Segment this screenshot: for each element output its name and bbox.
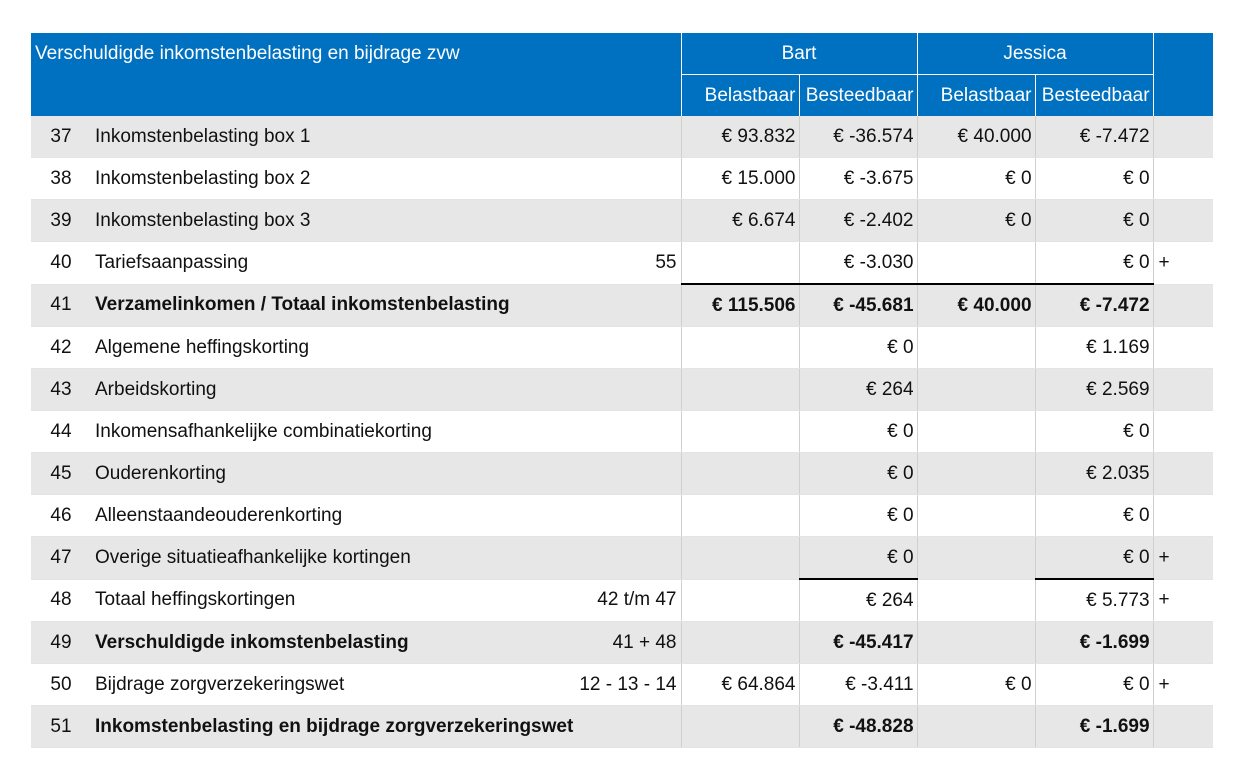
person-header-jessica[interactable]: Jessica xyxy=(917,33,1153,75)
bart-belastbaar-cell[interactable] xyxy=(681,327,799,369)
row-number: 44 xyxy=(31,411,91,453)
column-header-besteedbaar-jessica[interactable]: Besteedbaar xyxy=(1035,75,1153,117)
bart-besteedbaar-cell[interactable]: € -48.828 xyxy=(799,706,917,748)
table-header xyxy=(31,33,1213,116)
row-number: 46 xyxy=(31,495,91,537)
row-label: Bijdrage zorgverzekeringswet xyxy=(91,664,571,706)
bart-besteedbaar-cell[interactable]: € -36.574 xyxy=(799,116,917,158)
bart-belastbaar-cell[interactable] xyxy=(681,242,799,285)
jessica-belastbaar-cell[interactable]: € 0 xyxy=(917,158,1035,200)
bart-besteedbaar-cell[interactable]: € -3.030 xyxy=(799,242,917,285)
column-header-besteedbaar-bart[interactable]: Besteedbaar xyxy=(799,75,917,117)
jessica-belastbaar-cell[interactable]: € 40.000 xyxy=(917,116,1035,158)
bart-besteedbaar-cell[interactable]: € 0 xyxy=(799,453,917,495)
table-row xyxy=(31,242,1213,285)
row-operator xyxy=(1153,284,1213,327)
jessica-belastbaar-cell[interactable]: € 0 xyxy=(917,200,1035,242)
bart-besteedbaar-cell[interactable]: € 264 xyxy=(799,369,917,411)
row-reference xyxy=(571,495,681,537)
row-reference: 42 t/m 47 xyxy=(571,579,681,622)
column-header-belastbaar-bart[interactable]: Belastbaar xyxy=(681,75,799,117)
row-number: 47 xyxy=(31,537,91,580)
row-operator: + xyxy=(1153,664,1213,706)
column-header-belastbaar-jessica[interactable]: Belastbaar xyxy=(917,75,1035,117)
table-row xyxy=(31,369,1213,411)
jessica-besteedbaar-cell[interactable]: € 0 xyxy=(1035,242,1153,285)
row-label: Inkomstenbelasting box 2 xyxy=(91,158,571,200)
jessica-besteedbaar-cell[interactable]: € 0 xyxy=(1035,537,1153,580)
row-label: Inkomstenbelasting box 1 xyxy=(91,116,571,158)
jessica-belastbaar-cell[interactable] xyxy=(917,622,1035,664)
bart-besteedbaar-cell[interactable]: € 0 xyxy=(799,327,917,369)
jessica-besteedbaar-cell[interactable]: € 1.169 xyxy=(1035,327,1153,369)
row-reference: 12 - 13 - 14 xyxy=(571,664,681,706)
row-number: 37 xyxy=(31,116,91,158)
bart-belastbaar-cell[interactable]: € 6.674 xyxy=(681,200,799,242)
row-operator xyxy=(1153,495,1213,537)
jessica-besteedbaar-cell[interactable]: € 0 xyxy=(1035,411,1153,453)
row-label: Verschuldigde inkomstenbelasting xyxy=(91,622,571,664)
row-number: 39 xyxy=(31,200,91,242)
row-operator xyxy=(1153,327,1213,369)
row-reference xyxy=(571,369,681,411)
jessica-besteedbaar-cell[interactable]: € 2.035 xyxy=(1035,453,1153,495)
row-reference xyxy=(571,158,681,200)
row-reference xyxy=(571,200,681,242)
row-label: Ouderenkorting xyxy=(91,453,571,495)
row-number: 38 xyxy=(31,158,91,200)
jessica-besteedbaar-cell[interactable]: € 0 xyxy=(1035,495,1153,537)
row-number: 40 xyxy=(31,242,91,285)
jessica-besteedbaar-cell[interactable]: € -1.699 xyxy=(1035,706,1153,748)
row-reference xyxy=(571,116,681,158)
bart-belastbaar-cell[interactable] xyxy=(681,453,799,495)
table-row xyxy=(31,116,1213,158)
row-number: 50 xyxy=(31,664,91,706)
row-number: 48 xyxy=(31,579,91,622)
row-reference xyxy=(571,706,681,748)
row-number: 43 xyxy=(31,369,91,411)
table-row xyxy=(31,537,1213,580)
table-title: Verschuldigde inkomstenbelasting en bijdrage zvw xyxy=(31,33,681,116)
bart-besteedbaar-cell[interactable]: € -3.675 xyxy=(799,158,917,200)
jessica-belastbaar-cell[interactable] xyxy=(917,495,1035,537)
bart-besteedbaar-cell[interactable]: € 0 xyxy=(799,495,917,537)
bart-belastbaar-cell[interactable]: € 115.506 xyxy=(681,284,799,327)
row-label: Alleenstaandeouderenkorting xyxy=(91,495,571,537)
tax-sheet xyxy=(31,33,1213,748)
jessica-besteedbaar-cell[interactable]: € 5.773 xyxy=(1035,579,1153,622)
bart-belastbaar-cell[interactable] xyxy=(681,622,799,664)
table-row xyxy=(31,327,1213,369)
jessica-besteedbaar-cell[interactable]: € 0 xyxy=(1035,158,1153,200)
table-body xyxy=(31,116,1213,748)
row-operator xyxy=(1153,453,1213,495)
tax-table xyxy=(31,33,1213,748)
row-label: Arbeidskorting xyxy=(91,369,571,411)
bart-besteedbaar-cell[interactable]: € -3.411 xyxy=(799,664,917,706)
table-row xyxy=(31,453,1213,495)
row-label: Inkomstenbelasting en bijdrage zorgverzekeringswet xyxy=(91,706,571,748)
header-blank-cell xyxy=(1153,33,1213,116)
bart-besteedbaar-cell[interactable]: € 0 xyxy=(799,537,917,580)
row-label: Overige situatieafhankelijke kortingen xyxy=(91,537,571,580)
bart-besteedbaar-cell[interactable]: € -2.402 xyxy=(799,200,917,242)
row-label: Inkomstenbelasting box 3 xyxy=(91,200,571,242)
bart-besteedbaar-cell[interactable]: € 264 xyxy=(799,579,917,622)
bart-belastbaar-cell[interactable] xyxy=(681,495,799,537)
row-label: Inkomensafhankelijke combinatiekorting xyxy=(91,411,571,453)
table-row xyxy=(31,158,1213,200)
jessica-belastbaar-cell[interactable] xyxy=(917,411,1035,453)
row-operator: + xyxy=(1153,242,1213,285)
row-operator xyxy=(1153,158,1213,200)
row-reference xyxy=(571,537,681,580)
row-operator xyxy=(1153,369,1213,411)
jessica-belastbaar-cell[interactable] xyxy=(917,579,1035,622)
row-operator xyxy=(1153,706,1213,748)
row-operator xyxy=(1153,622,1213,664)
jessica-belastbaar-cell[interactable] xyxy=(917,327,1035,369)
jessica-belastbaar-cell[interactable]: € 40.000 xyxy=(917,284,1035,327)
row-label: Totaal heffingskortingen xyxy=(91,579,571,622)
row-operator: + xyxy=(1153,579,1213,622)
jessica-besteedbaar-cell[interactable]: € 2.569 xyxy=(1035,369,1153,411)
row-label: Tariefsaanpassing xyxy=(91,242,571,285)
bart-besteedbaar-cell[interactable]: € 0 xyxy=(799,411,917,453)
row-number: 45 xyxy=(31,453,91,495)
bart-belastbaar-cell[interactable]: € 93.832 xyxy=(681,116,799,158)
jessica-besteedbaar-cell[interactable]: € -7.472 xyxy=(1035,116,1153,158)
bart-belastbaar-cell[interactable] xyxy=(681,537,799,580)
bart-besteedbaar-cell[interactable]: € -45.681 xyxy=(799,284,917,327)
row-reference: 55 xyxy=(571,242,681,285)
row-reference xyxy=(571,327,681,369)
jessica-belastbaar-cell[interactable] xyxy=(917,537,1035,580)
jessica-besteedbaar-cell[interactable]: € 0 xyxy=(1035,664,1153,706)
table-row xyxy=(31,411,1213,453)
bart-belastbaar-cell[interactable]: € 15.000 xyxy=(681,158,799,200)
row-number: 49 xyxy=(31,622,91,664)
table-row xyxy=(31,284,1213,327)
jessica-belastbaar-cell[interactable] xyxy=(917,369,1035,411)
table-row xyxy=(31,200,1213,242)
jessica-besteedbaar-cell[interactable]: € -1.699 xyxy=(1035,622,1153,664)
row-label: Verzamelinkomen / Totaal inkomstenbelasting xyxy=(91,284,571,327)
jessica-belastbaar-cell[interactable] xyxy=(917,706,1035,748)
row-number: 42 xyxy=(31,327,91,369)
row-number: 41 xyxy=(31,284,91,327)
row-reference xyxy=(571,284,681,327)
bart-belastbaar-cell[interactable] xyxy=(681,706,799,748)
jessica-belastbaar-cell[interactable] xyxy=(917,242,1035,285)
jessica-besteedbaar-cell[interactable]: € -7.472 xyxy=(1035,284,1153,327)
bart-belastbaar-cell[interactable] xyxy=(681,579,799,622)
table-row xyxy=(31,495,1213,537)
jessica-besteedbaar-cell[interactable]: € 0 xyxy=(1035,200,1153,242)
jessica-belastbaar-cell[interactable]: € 0 xyxy=(917,664,1035,706)
person-header-bart[interactable]: Bart xyxy=(681,33,917,75)
row-operator xyxy=(1153,116,1213,158)
row-reference: 41 + 48 xyxy=(571,622,681,664)
bart-belastbaar-cell[interactable] xyxy=(681,411,799,453)
table-row xyxy=(31,664,1213,706)
row-operator xyxy=(1153,411,1213,453)
row-operator xyxy=(1153,200,1213,242)
bart-belastbaar-cell[interactable] xyxy=(681,369,799,411)
table-row xyxy=(31,579,1213,622)
row-number: 51 xyxy=(31,706,91,748)
row-reference xyxy=(571,411,681,453)
jessica-belastbaar-cell[interactable] xyxy=(917,453,1035,495)
table-row xyxy=(31,622,1213,664)
row-label: Algemene heffingskorting xyxy=(91,327,571,369)
bart-besteedbaar-cell[interactable]: € -45.417 xyxy=(799,622,917,664)
bart-belastbaar-cell[interactable]: € 64.864 xyxy=(681,664,799,706)
row-reference xyxy=(571,453,681,495)
table-row xyxy=(31,706,1213,748)
row-operator: + xyxy=(1153,537,1213,580)
